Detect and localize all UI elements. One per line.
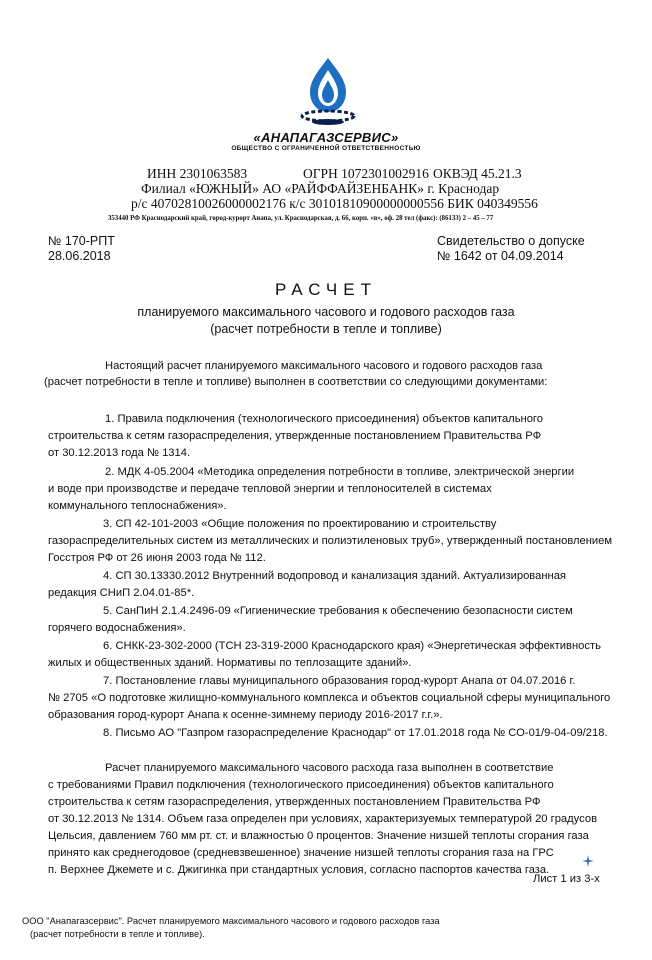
paragraph-line: с требованиями Правил подключения (технологического присоединения) объектов капитального [48,779,554,791]
okved: ОКВЭД 45.21.3 [433,166,522,181]
list-item-line: горячего водоснабжения». [48,622,186,634]
paragraph-line: принято как среднегодовое (средневзвешенное) значение низшей теплоты сгорания газа на ГРС [48,847,554,859]
list-item-line: газораспределительных систем из металлических и полиэтиленовых труб», утвержденный постановлением [48,535,613,547]
footer-line-1: ООО "Анапагазсервис". Расчет планируемого максимального часового и годового расходов газа [22,916,440,926]
company-logo-flame-icon [289,56,367,126]
list-item-line: от 30.12.2013 года № 1314. [48,447,191,459]
list-item-line: строительства к сетям газораспределения, утвержденные постановлением Правительства РФ [48,430,542,442]
list-item-line: редакция СНиП 2.04.01-85*. [48,587,195,599]
bank-details: Филиал «ЮЖНЫЙ» АО «РАЙФФАЙЗЕНБАНК» г. Краснодар [141,181,500,196]
list-item-line: жилых и общественных зданий. Нормативы по теплозащите зданий». [48,657,412,669]
list-item-line: коммунального теплоснабжения». [48,500,227,512]
page-number: Лист 1 из 3-х [533,873,600,885]
intro-line: Настоящий расчет планируемого максимального часового и годового расходов газа [105,360,543,372]
ogrn: ОГРН 1072301002916 [303,166,429,181]
company-name: «АНАПАГАЗСЕРВИС» [253,130,399,145]
paragraph-line: Цельсия, давлением 760 мм рт. ст. и влажностью 0 процентов. Значение низшей теплоты сгорания газа [48,830,589,842]
list-item-line: образования город-курорт Анапа к осенне-зимнему периоду 2016-2017 г.г.». [48,709,443,721]
document-subtitle-line-1: планируемого максимального часового и годового расходов газа [137,305,515,319]
paragraph-line: строительства к сетям газораспределения, утвержденных постановлением Правительства РФ [48,796,541,808]
list-item-line: 7. Постановление главы муниципального образования город-курорт Анапа от 04.07.2016 г. [103,675,576,687]
document-number: № 170-РПТ [48,234,115,248]
list-item-line: и воде при производстве и передаче тепловой энергии и теплоносителей в системах [48,483,492,495]
document-subtitle-line-2: (расчет потребности в тепле и топливе) [210,322,442,336]
document-date: 28.06.2018 [48,249,111,263]
list-item-line: 3. СП 42-101-2003 «Общие положения по проектированию и строительству [103,518,497,530]
paragraph-line: Расчет планируемого максимального часового расхода газа выполнен в соответствие [105,762,554,774]
paragraph-line: от 30.12.2013 № 1314. Объем газа определен при условиях, характеризуемых температурой 20 градусов [48,813,598,825]
list-item-line: 8. Письмо АО "Газпром газораспределение Краснодар" от 17.01.2018 года № СО-01/9-04-09/218. [103,727,608,739]
list-item-line: 5. СанПиН 2.1.4.2496-09 «Гигиенические требования к обеспечению безопасности систем [103,605,573,617]
list-item-line: 4. СП 30.13330.2012 Внутренний водопровод и канализация зданий. Актуализированная [103,570,566,582]
paragraph-line: п. Верхнее Джемете и с. Джигинка при стандартных условия, согласно паспортов качества газа. [48,864,550,876]
intro-line: (расчет потребности в тепле и топливе) выполнен в соответствии со следующими документами: [44,376,548,388]
bank-accounts: р/с 40702810026000002176 к/с 30101810900000000556 БИК 040349556 [131,196,538,211]
footer-line-2: (расчет потребности в тепле и топливе). [30,929,205,939]
document-title: РАСЧЕТ [275,280,377,299]
list-item-line: Госстроя РФ от 26 июня 2003 года № 112. [48,552,266,564]
company-address: 353440 РФ Краснодарский край, город-курорт Анапа, ул. Краснодарская, д. 66, корп. «в», оф. 28 тел (факс): (86133) 2 – 45 – 77 [108,215,494,222]
inn: ИНН 2301063583 [147,166,248,181]
list-item-line: 6. СНКК-23-302-2000 (ТСН 23-319-2000 Краснодарского края) «Энергетическая эффективность [103,640,601,652]
list-item-line: 2. МДК 4-05.2004 «Методика определения потребности в топливе, электрической энергии [105,466,575,478]
list-item-line: № 2705 «О подготовке жилищно-коммунального комплекса и объектов социальной сферы муниципального [48,692,611,704]
company-legal-form: ОБЩЕСТВО С ОГРАНИЧЕННОЙ ОТВЕТСТВЕННОСТЬЮ [231,145,421,152]
list-item-line: 1. Правила подключения (технологического присоединения) объектов капитального [105,413,543,425]
permit-number: № 1642 от 04.09.2014 [437,249,564,263]
sparkle-icon [582,855,594,867]
permit-label: Свидетельство о допуске [437,234,585,248]
